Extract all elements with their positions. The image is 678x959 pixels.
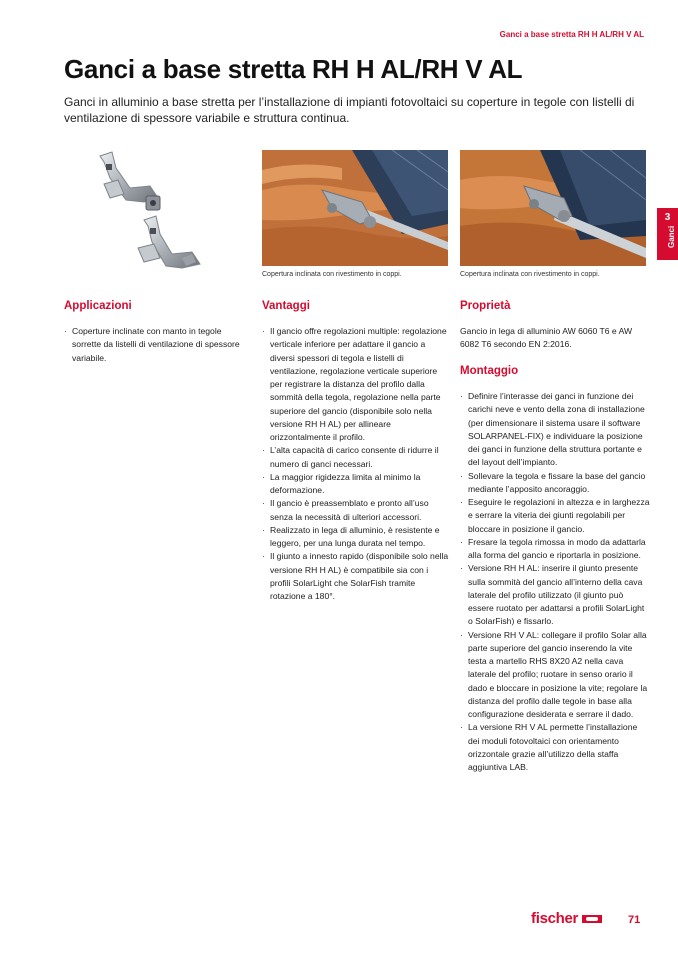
vantaggi-heading: Vantaggi [262,300,310,312]
applicazioni-item: · Coperture inclinate con manto in tegole sorrette da listelli di ventilazione di spessore variabile. [64,325,250,365]
installation-photo-1 [262,150,448,266]
running-header: Ganci a base stretta RH H AL/RH V AL [499,30,644,39]
photo-caption-2: Copertura inclinata con rivestimento in coppi. [460,271,600,278]
chapter-tab[interactable] [657,208,678,260]
vantaggi-list [262,325,450,603]
page-number: 71 [628,914,641,926]
montaggio-list [460,390,650,774]
product-image [64,150,252,272]
vantaggi-item: · Il giunto a innesto rapido (disponibile solo nella versione RH H AL) è compatibile sia con i profili SolarLight che SolarFish tramite rotazione a 180°. [262,550,450,603]
hook-lower-shape [138,216,200,268]
hook-upper-shape [100,152,160,210]
chapter-tab-label: Ganci [667,225,676,248]
vantaggi-item: · Il gancio offre regolazioni multiple: regolazione verticale inferiore per adattare il gancio a diversi spessori di tegola e listelli di ventilazione, regolazione verticale superiore per registrare la distanza del profilo dalla sommità della tegola, regolazione nella parte superiore del gancio (disponibile solo nella versione RH H AL) per allineare orizzontalmente il profilo. [262,325,450,444]
vantaggi-item: · Realizzato in lega di alluminio, è resistente e leggero, per una lunga durata nel tempo. [262,524,450,551]
montaggio-heading: Montaggio [460,365,519,377]
montaggio-item: · Definire l’interasse dei ganci in funzione dei carichi neve e vento della zona di installazione (per dimensionare il sistema usare il software SOLARPANEL-FIX) e individuare la posizione dei ganci in funzione della struttura portante e del layout dell’impianto. [460,390,650,470]
page-title: Ganci a base stretta RH H AL/RH V AL [64,54,523,84]
installation-photo-2 [460,150,646,266]
montaggio-item: · Eseguire le regolazioni in altezza e in larghezza e serrare la viteria dei giunti regolabili per bloccare in posizione il gancio. [460,496,650,536]
brand-mark-icon [582,915,602,923]
montaggio-item: · Fresare la tegola rimossa in modo da adattarla alla forma del gancio e riportarla in posizione. [460,536,650,563]
applicazioni-heading: Applicazioni [64,300,132,312]
montaggio-item: · La versione RH V AL permette l’installazione dei moduli fotovoltaici con orientamento orizzontale grazie all’utilizzo della staffa aggiuntiva LAB. [460,721,650,774]
montaggio-item: · Versione RH V AL: collegare il profilo Solar alla parte superiore del gancio inserendo la vite testa a martello RHS 8X20 A2 nella cava laterale del profilo; ruotare in senso orario il dado e bloccare in posizione la vite; regolare la distanza del profilo dalle tegole in base alla configurazione desiderata e serrare il dado. [460,629,650,722]
applicazioni-list [64,325,250,365]
photo-caption-1: Copertura inclinata con rivestimento in coppi. [262,271,402,278]
page-intro: Ganci in alluminio a base stretta per l’installazione di impianti fotovoltaici su coperture in tegole con listelli di ventilazione di spessore variabile e struttura continua. [64,95,635,125]
chapter-tab-number: 3 [664,212,671,223]
proprieta-text: Gancio in lega di alluminio AW 6060 T6 e AW 6082 T6 secondo EN 2:2016. [460,326,633,350]
montaggio-item: · Sollevare la tegola e fissare la base del gancio mediante l’apposito ancoraggio. [460,470,650,497]
proprieta-heading: Proprietà [460,300,511,312]
vantaggi-item: · La maggior rigidezza limita al minimo la deformazione. [262,471,450,498]
montaggio-item: · Versione RH H AL: inserire il giunto presente sulla sommità del gancio all’interno della cava laterale del profilo utilizzato (il giunto può essere ruotato per adattarsi a profili SolarLight o SolarFish) e fissarlo. [460,562,650,628]
vantaggi-item: · Il gancio è preassemblato e pronto all’uso senza la necessità di ulteriori accessori. [262,497,450,524]
fischer-logo [531,910,602,927]
brand-name: fischer [531,910,579,927]
vantaggi-item: · L’alta capacità di carico consente di ridurre il numero di ganci necessari. [262,444,450,471]
